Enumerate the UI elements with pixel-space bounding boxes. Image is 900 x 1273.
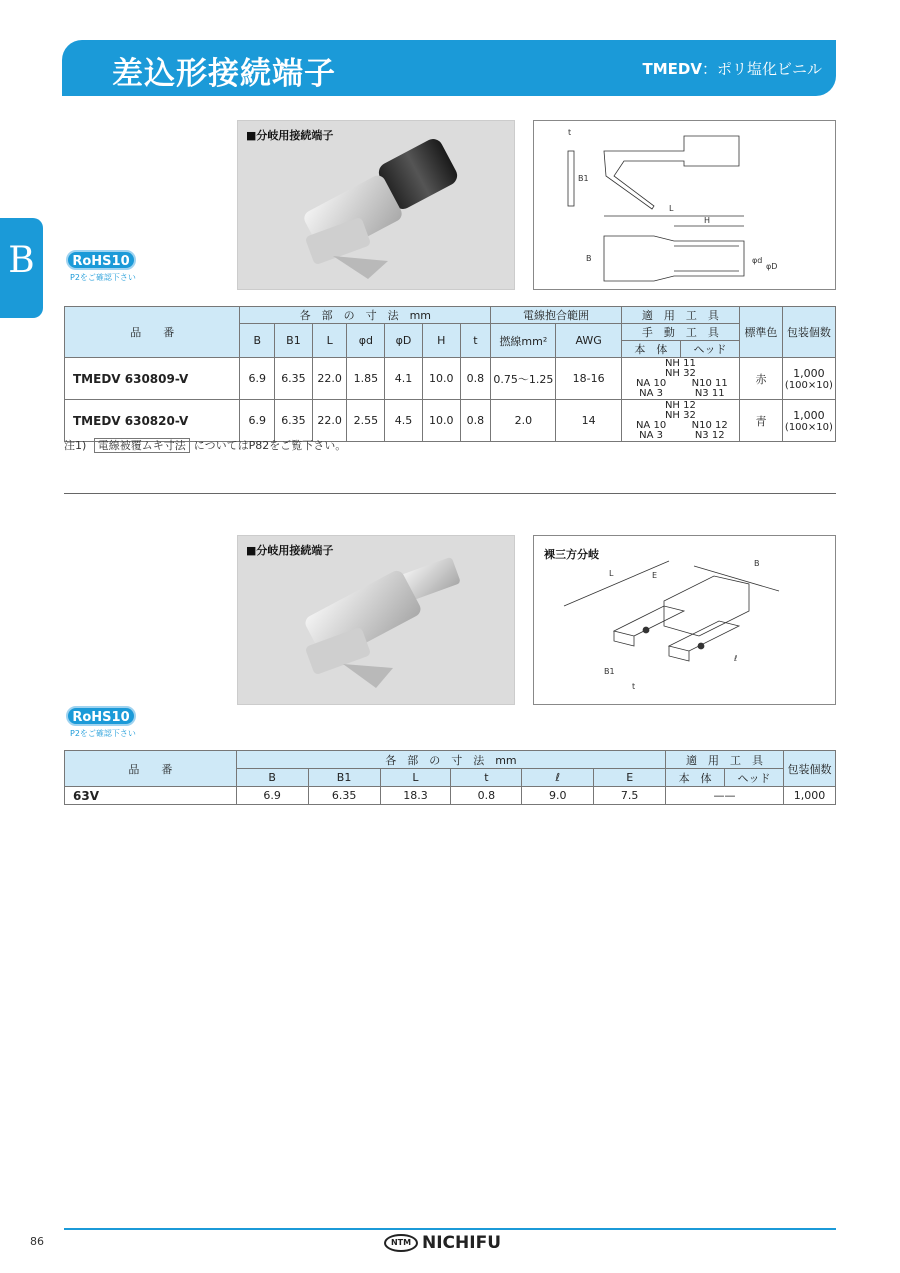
label-b1: B1 <box>578 174 589 183</box>
dim-header: L <box>380 769 451 787</box>
cell: 2.55 <box>347 400 385 442</box>
logo-brand: NICHIFU <box>422 1233 501 1253</box>
dimension-diagram <box>534 536 837 706</box>
cell: 6.9 <box>240 400 275 442</box>
tool-head: N10 11 <box>691 377 728 389</box>
cell: 9.0 <box>522 787 594 805</box>
cell: 0.8 <box>460 358 491 400</box>
col-product: 品 番 <box>65 307 240 358</box>
cell: 18-16 <box>556 358 621 400</box>
tool-header: ヘッド <box>680 341 739 358</box>
dimension-drawing-2 <box>533 535 836 705</box>
cell: 22.0 <box>312 400 347 442</box>
tool-head: N3 12 <box>694 429 725 441</box>
cell: 14 <box>556 400 621 442</box>
dim-header: φd <box>347 324 385 358</box>
label-t: t <box>568 128 572 137</box>
col-dims: 各 部 の 寸 法 mm <box>240 307 491 324</box>
cell: 6.35 <box>275 358 313 400</box>
tool-body: NA 3 <box>639 387 663 399</box>
col-pack: 包装個数 <box>782 307 835 358</box>
product-name: 63V <box>65 787 237 805</box>
tools-cell <box>621 400 739 442</box>
tool-body: NA 3 <box>639 429 663 441</box>
label-b: B <box>586 254 592 263</box>
dim-header: t <box>460 324 491 358</box>
cell: 4.1 <box>385 358 423 400</box>
label-phi-D: φD <box>766 262 778 271</box>
header-subtitle <box>643 58 822 79</box>
col-pack: 包装個数 <box>783 751 835 787</box>
color-cell: 青 <box>740 400 783 442</box>
section-tab-letter: B <box>8 240 35 281</box>
footnote-text: についてはP82をご覧下さい。 <box>193 439 347 452</box>
cell: 6.9 <box>236 787 308 805</box>
cell: 0.8 <box>451 787 522 805</box>
pack-sub: (100×10) <box>784 379 833 391</box>
pack-cell <box>782 400 835 442</box>
dim-header: B <box>236 769 308 787</box>
pack-cell <box>782 358 835 400</box>
dim-header: E <box>594 769 666 787</box>
tool-head: N3 11 <box>694 387 725 399</box>
dim-header: H <box>422 324 460 358</box>
tool-nh: NH 32 <box>664 409 696 421</box>
dimension-drawing-1 <box>533 120 836 290</box>
col-product: 品 番 <box>65 751 237 787</box>
col-manual: 手 動 工 具 <box>621 324 739 341</box>
terminal-illustration <box>238 536 516 706</box>
rohs-note: P2をご確認下さい <box>70 729 136 738</box>
cell: 2.0 <box>491 400 556 442</box>
cell: 0.75〜1.25 <box>491 358 556 400</box>
color-cell: 赤 <box>740 358 783 400</box>
brand-logo <box>384 1233 501 1253</box>
header-bar <box>62 40 836 96</box>
tool-head: N10 12 <box>691 419 728 431</box>
dim-header: ℓ <box>522 769 594 787</box>
wire-header: AWG <box>556 324 621 358</box>
terminal-illustration <box>238 121 516 291</box>
pack-sub: (100×10) <box>784 421 833 433</box>
rohs-badge-2 <box>66 706 136 739</box>
footnote <box>64 437 346 453</box>
product-photo-2 <box>237 535 515 705</box>
tool-header: ヘッド <box>725 769 784 787</box>
page-number: 86 <box>30 1235 44 1248</box>
label-b: B <box>754 559 760 568</box>
wire-header: 撚線mm² <box>491 324 556 358</box>
section-tab <box>0 218 43 318</box>
product-photo-1 <box>237 120 515 290</box>
photo-caption: ■分岐用接続端子 <box>246 129 334 142</box>
table-row <box>65 400 836 442</box>
table-row <box>65 358 836 400</box>
rohs-note: P2をご確認下さい <box>70 273 136 282</box>
cell: 10.0 <box>422 358 460 400</box>
cell: 0.8 <box>460 400 491 442</box>
material-text: ：ポリ塩化ビニル <box>701 60 822 78</box>
footnote-box: 電線被覆ムキ寸法 <box>94 438 190 453</box>
rohs-pill: RoHS10 <box>66 706 136 726</box>
footnote-prefix: 注1) <box>64 439 87 452</box>
cell: 6.35 <box>308 787 380 805</box>
col-tools: 適 用 工 具 <box>621 307 739 324</box>
cell: 6.9 <box>240 358 275 400</box>
label-phi-d: φd <box>752 256 763 265</box>
tools-cell: —— <box>666 787 784 805</box>
tool-header: 本 体 <box>666 769 725 787</box>
col-dims: 各 部 の 寸 法 mm <box>236 751 665 769</box>
label-b1: B1 <box>604 667 615 676</box>
model-name: TMEDV <box>642 60 702 78</box>
dim-header: L <box>312 324 347 358</box>
cell: 18.3 <box>380 787 451 805</box>
spec-table-2 <box>64 750 836 805</box>
dim-header: φD <box>385 324 423 358</box>
tool-nh: NH 11 <box>664 357 696 369</box>
cell: 6.35 <box>275 400 313 442</box>
rohs-badge-1 <box>66 250 136 283</box>
label-l: L <box>609 569 614 578</box>
cell: 1.85 <box>347 358 385 400</box>
spec-table-1 <box>64 306 836 442</box>
table-row <box>65 787 836 805</box>
dim-header: t <box>451 769 522 787</box>
tool-nh: NH 12 <box>664 399 696 411</box>
drawing-caption: 裸三方分岐 <box>544 548 599 561</box>
dim-header: B1 <box>308 769 380 787</box>
tool-header: 本 体 <box>621 341 680 358</box>
pack-count: 1,000 <box>793 408 825 422</box>
product-name: TMEDV 630820-V <box>65 400 240 442</box>
section-divider <box>64 493 836 494</box>
dim-header: B1 <box>275 324 313 358</box>
col-tools: 適 用 工 具 <box>666 751 784 769</box>
cell: 7.5 <box>594 787 666 805</box>
label-t: t <box>632 682 636 691</box>
pack-cell: 1,000 <box>783 787 835 805</box>
label-l: L <box>669 204 674 213</box>
tool-nh: NH 32 <box>664 367 696 379</box>
col-color: 標準色 <box>740 307 783 358</box>
cell: 22.0 <box>312 358 347 400</box>
rohs-pill: RoHS10 <box>66 250 136 270</box>
tools-cell <box>621 358 739 400</box>
dimension-diagram <box>534 121 837 291</box>
label-h: H <box>704 216 711 225</box>
page-title: 差込形接続端子 <box>112 56 336 92</box>
footer-line <box>64 1228 836 1230</box>
label-ell: ℓ <box>734 654 738 663</box>
product-name: TMEDV 630809-V <box>65 358 240 400</box>
tool-body: NA 10 <box>635 419 667 431</box>
dim-header: B <box>240 324 275 358</box>
logo-seal: NTM <box>384 1234 418 1252</box>
label-e: E <box>652 571 658 580</box>
cell: 10.0 <box>422 400 460 442</box>
pack-count: 1,000 <box>793 366 825 380</box>
tool-body: NA 10 <box>635 377 667 389</box>
cell: 4.5 <box>385 400 423 442</box>
col-wire: 電線抱合範囲 <box>491 307 622 324</box>
photo-caption: ■分岐用接続端子 <box>246 544 334 557</box>
